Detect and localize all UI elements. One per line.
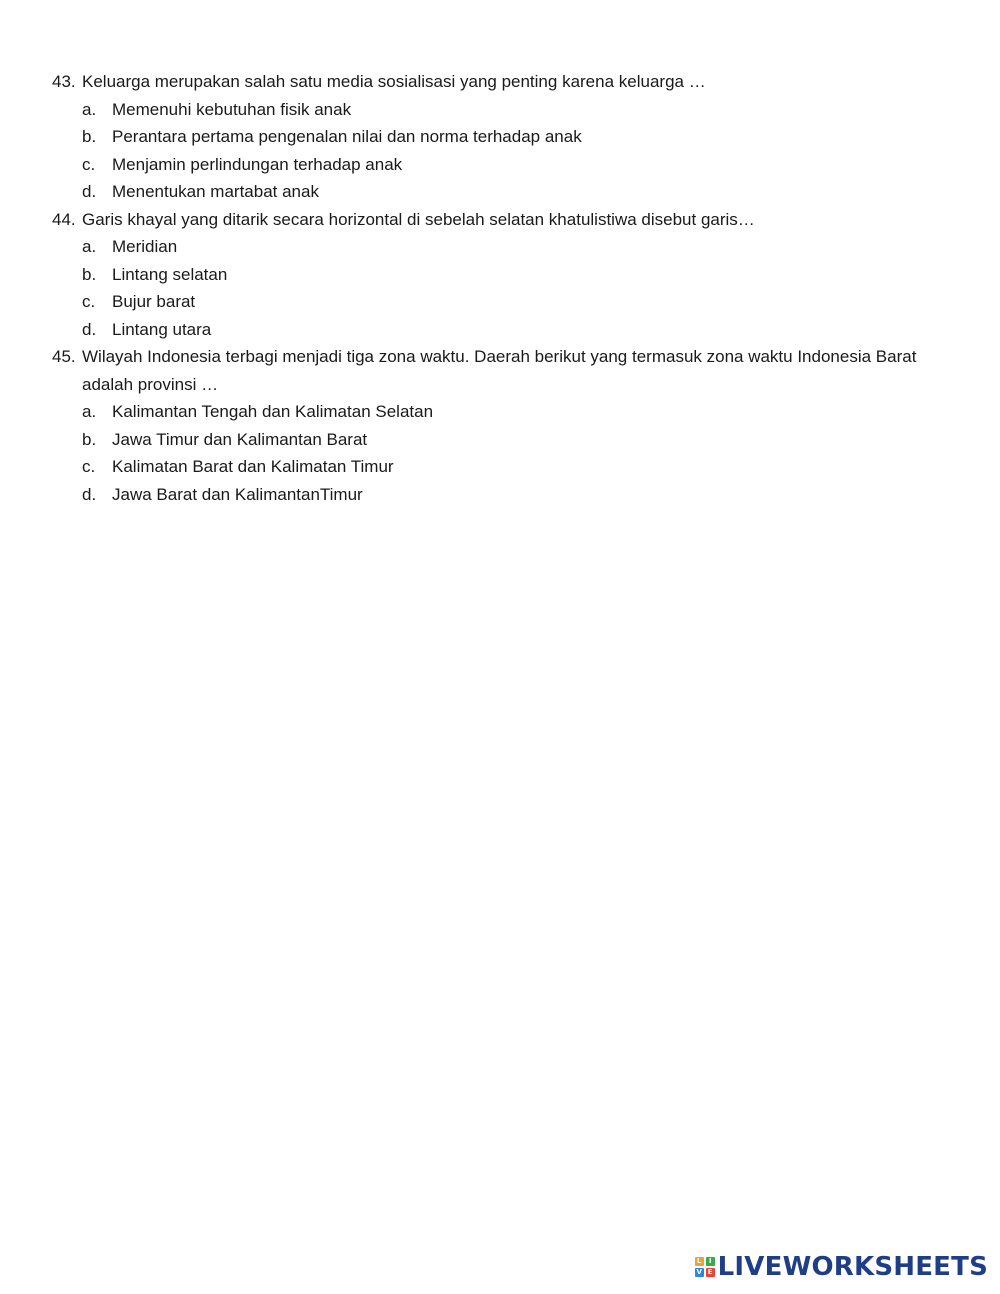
option-text: Lintang utara — [112, 319, 212, 339]
option-letter: b. — [82, 429, 97, 449]
option-text: Menentukan martabat anak — [112, 182, 319, 201]
question-43 — [52, 68, 932, 206]
logo-mark-tile: L — [695, 1257, 704, 1266]
option-text: Jawa Barat dan KalimantanTimur — [112, 484, 363, 504]
option-text: Perantara pertama pengenalan nilai dan norma terhadap anak — [112, 127, 582, 146]
question-number: 45. — [52, 347, 76, 366]
option-letter: a. — [82, 237, 97, 256]
option-text: Jawa Timur dan Kalimantan Barat — [112, 429, 368, 449]
logo-text: LIVEWORKSHEETS — [717, 1252, 988, 1282]
option-c — [52, 151, 932, 179]
liveworksheets-logo[interactable] — [695, 1252, 988, 1282]
option-text: Lintang selatan — [112, 264, 228, 284]
option-text: Kalimatan Barat dan Kalimatan Timur — [112, 457, 394, 476]
option-letter: b. — [82, 264, 97, 284]
option-letter: b. — [82, 127, 97, 146]
question-list — [52, 68, 932, 508]
option-c — [52, 453, 932, 481]
option-letter: d. — [82, 484, 97, 504]
option-d — [52, 316, 932, 344]
question-number: 43. — [52, 72, 76, 91]
question-number: 44. — [52, 209, 76, 229]
option-letter: a. — [82, 99, 97, 119]
option-text: Menjamin perlindungan terhadap anak — [112, 154, 403, 174]
option-list — [52, 96, 932, 206]
option-list — [52, 398, 932, 508]
option-letter: c. — [82, 292, 96, 311]
option-d — [52, 481, 932, 509]
question-text: Garis khayal yang ditarik secara horizontal di sebelah selatan khatulistiwa disebut garis… — [82, 209, 755, 229]
option-text: Memenuhi kebutuhan fisik anak — [112, 99, 352, 119]
logo-mark-tile: I — [706, 1257, 715, 1266]
option-letter: c. — [82, 154, 96, 174]
option-a — [52, 233, 932, 261]
question-text: Wilayah Indonesia terbagi menjadi tiga zona waktu. Daerah berikut yang termasuk zona waktu Indonesia Barat adalah provinsi … — [82, 347, 917, 394]
option-text: Kalimantan Tengah dan Kalimatan Selatan — [112, 402, 434, 421]
option-list — [52, 233, 932, 343]
logo-mark-tile: V — [696, 1268, 702, 1276]
option-text: Meridian — [112, 237, 178, 256]
option-a — [52, 96, 932, 124]
option-b — [52, 123, 932, 151]
question-43-stem — [52, 68, 932, 96]
question-text: Keluarga merupakan salah satu media sosialisasi yang penting karena keluarga … — [82, 72, 706, 91]
option-letter: d. — [82, 182, 97, 201]
option-text: Bujur barat — [112, 292, 196, 311]
option-letter: d. — [82, 319, 97, 339]
option-b — [52, 426, 932, 454]
option-a — [52, 398, 932, 426]
question-45 — [52, 343, 932, 508]
logo-mark-tile: E — [706, 1268, 715, 1277]
option-letter: c. — [82, 457, 96, 476]
option-c — [52, 288, 932, 316]
option-b — [52, 261, 932, 289]
option-letter: a. — [82, 402, 97, 421]
question-44-stem — [52, 206, 932, 234]
option-d — [52, 178, 932, 206]
question-45-stem — [52, 343, 932, 398]
liveworksheets-logo-icon — [695, 1257, 715, 1277]
question-44 — [52, 206, 932, 344]
